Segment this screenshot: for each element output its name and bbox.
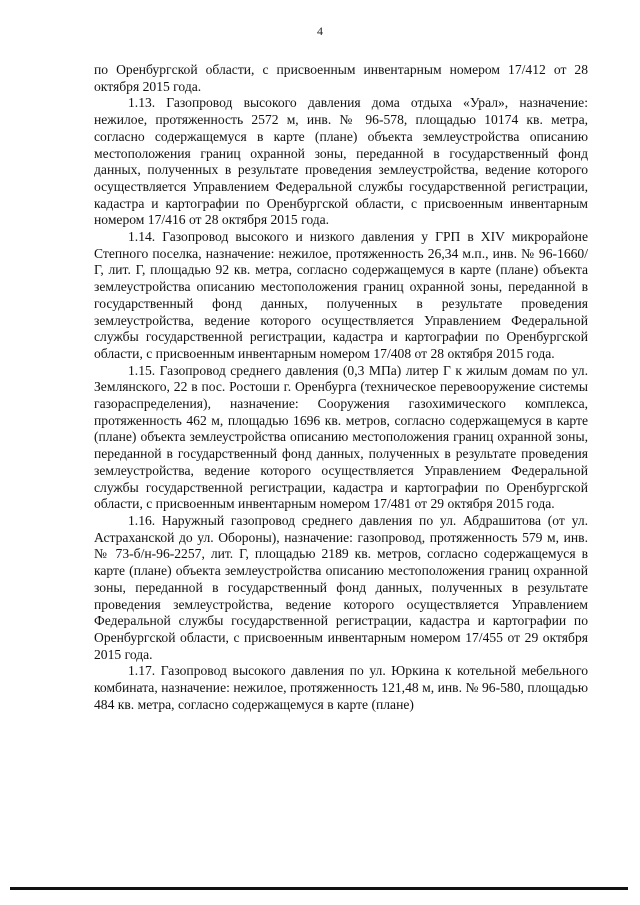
paragraph-item-1-17: 1.17. Газопровод высокого давления по ул. Юркина к котельной мебельного комбината, назначение: нежилое, протяженность 121,48 м, инв. № 96-580, площадью 484 кв. метра, согласно содержащемуся в карте (плане) [94, 663, 588, 712]
page-number: 4 [317, 24, 323, 38]
document-body [94, 62, 588, 713]
paragraph-item-1-13: 1.13. Газопровод высокого давления дома отдыха «Урал», назначение: нежилое, протяженность 2572 м, инв. № 96-578, площадью 10174 кв. метра, согласно содержащемуся в карте (плане) объекта землеустройства описанию местоположения границ охранной зоны, переданной в государственный фонд данных, полученных в результате проведения землеустройства, ведение которого осуществляется Управлением Федеральной службы государственной регистрации, кадастра и картографии по Оренбургской области, с присвоенным инвентарным номером 17/416 от 28 октября 2015 года. [94, 95, 588, 228]
bottom-rule [10, 887, 628, 890]
paragraph-item-1-15: 1.15. Газопровод среднего давления (0,3 МПа) литер Г к жилым домам по ул. Землянского, 22 в пос. Ростоши г. Оренбурга (техническое перевооружение системы газораспределения), назначение: Сооружения газохимического комплекса, протяженность 462 м, площадью 1696 кв. метров, согласно содержащемуся в карте (плане) объекта землеустройства описанию местоположения границ охранной зоны, переданной в государственный фонд данных, полученных в результате проведения землеустройства, ведение которого осуществляется Управлением Федеральной службы государственной регистрации, кадастра и картографии по Оренбургской области, с присвоенным инвентарным номером 17/481 от 29 октября 2015 года. [94, 362, 588, 512]
paragraph-item-1-16: 1.16. Наружный газопровод среднего давления по ул. Абдрашитова (от ул. Астраханской до ул. Обороны), назначение: газопровод, протяженность 579 м, инв. № 73-б/н-96-2257, лит. Г, площадью 2189 кв. метров, согласно содержащемуся в карте (плане) объекта землеустройства описанию местоположения границ охранной зоны, переданной в государственный фонд данных, полученных в результате проведения землеустройства, ведение которого осуществляется Управлением Федеральной службы государственной регистрации, кадастра и картографии по Оренбургской области, с присвоенным инвентарным номером 17/455 от 29 октября 2015 года. [94, 512, 588, 662]
paragraph-item-1-14: 1.14. Газопровод высокого и низкого давления у ГРП в XIV микрорайоне Степного поселка, назначение: нежилое, протяженность 26,34 м.п., инв. № 96-1660/Г, лит. Г, площадью 92 кв. метра, согласно содержащемуся в карте (плане) объекта землеустройства описанию местоположения границ охранной зоны, переданной в государственный фонд данных, полученных в результате проведения землеустройства, ведение которого осуществляется Управлением Федеральной службы государственной регистрации, кадастра и картографии по Оренбургской области, с присвоенным инвентарным номером 17/408 от 28 октября 2015 года. [94, 229, 588, 361]
paragraph-continuation: по Оренбургской области, с присвоенным инвентарным номером 17/412 от 28 октября 2015 года. [94, 62, 588, 94]
